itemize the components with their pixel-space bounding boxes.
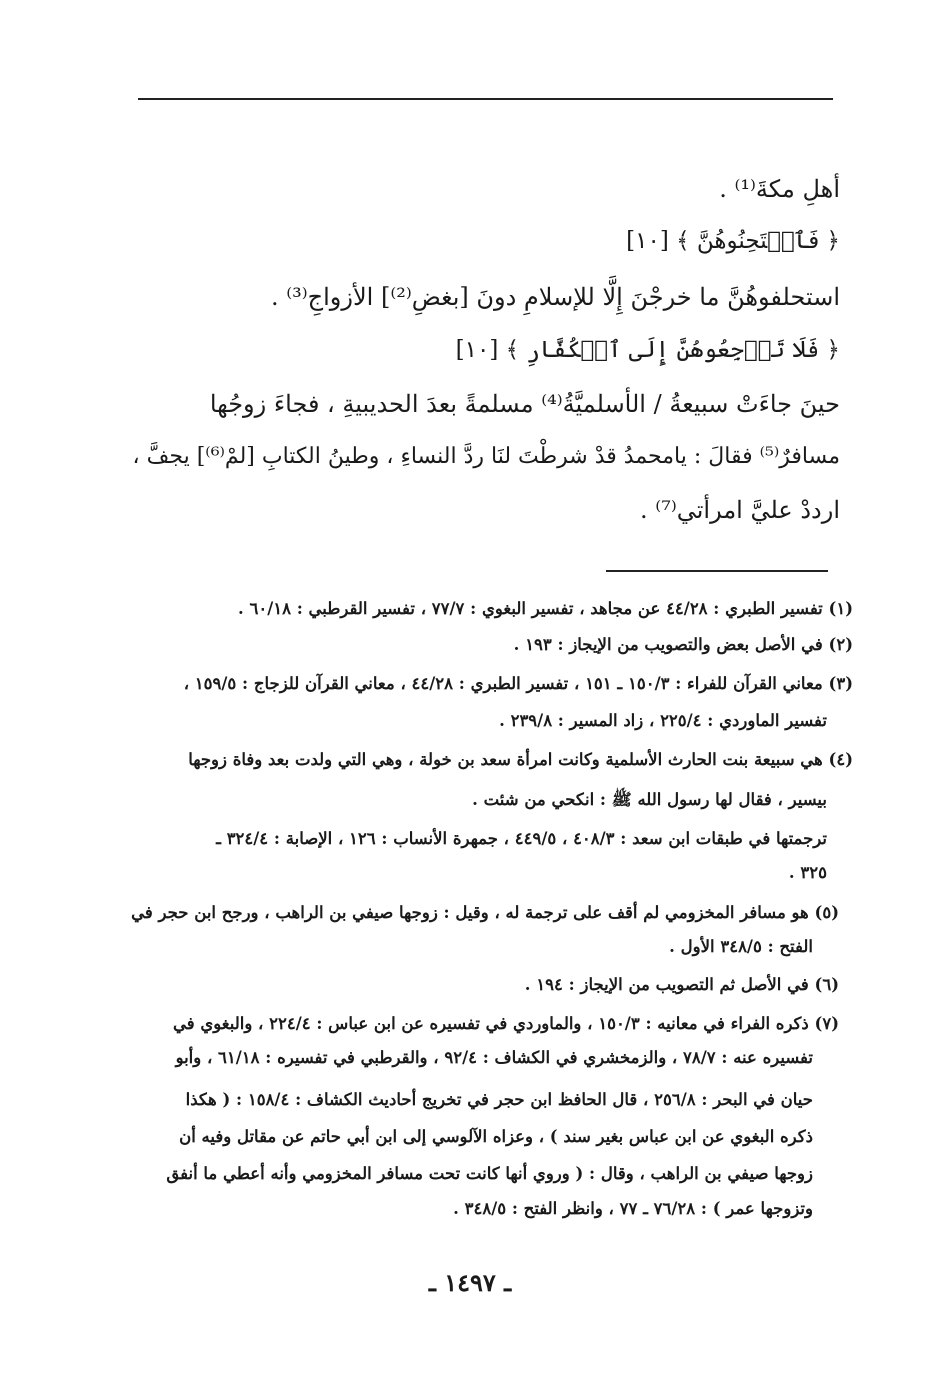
text-line: مسافرٌ⁽⁵⁾ فقالَ : يامحمدُ قدْ شرطْتَ لنَا ردَّ النساءِ ، وطينُ الكتابِ [لمْ⁽⁶⁾] يجفَّ ، [132,444,840,469]
footnote-continuation: بيسير ، فقال لها رسول الله ﷺ : انكحي من شئت . [472,790,827,809]
footnote: (١) تفسير الطبري : ٤٤/٢٨ عن مجاهد ، تفسير البغوي : ٧٧/٧ ، تفسير القرطبي : ٦٠/١٨ . [237,599,853,618]
footnote-separator [606,570,828,572]
footnote-continuation: ٣٢٥ . [788,863,827,882]
footnote-continuation: زوجها صيفي بن الراهب ، وقال : ( وروي أنها كانت تحت مسافر المخزومي وأنه أعطي ما أنفق [166,1164,813,1183]
quran-verse: ﴿ فَلَا تَرۡجِعُوهُنَّ إِلَى ٱلۡكُفَّارِ ﴾ [١٠] [455,337,840,363]
text-line: أهلِ مكةَ⁽¹⁾ . [719,175,840,203]
footnote-continuation: الفتح : ٣٤٨/٥ الأول . [669,937,813,956]
footnote-continuation: وتزوجها عمر ) : ٧٦/٢٨ ـ ٧٧ ، وانظر الفتح : ٣٤٨/٥ . [453,1199,813,1218]
footnote: (٤) هي سبيعة بنت الحارث الأسلمية وكانت امرأة سعد بن خولة ، وهي التي ولدت بعد وفاة زوجها [188,750,853,769]
footnote-continuation: تفسيره عنه : ٧٨/٧ ، والزمخشري في الكشاف : ٩٢/٤ ، والقرطبي في تفسيره : ٦١/١٨ ، وأبو [175,1048,813,1067]
footnote: (٣) معاني القرآن للفراء : ١٥٠/٣ ـ ١٥١ ، تفسير الطبري : ٤٤/٢٨ ، معاني القرآن للزجاج : ١٥٩/٥ ، [183,674,853,693]
footnote: (٥) هو مسافر المخزومي لم أقف على ترجمة له ، وقيل : زوجها صيفي بن الراهب ، ورجح ابن حجر في [131,903,839,922]
footnote: (٧) ذكره الفراء في معانيه : ١٥٠/٣ ، والماوردي في تفسيره عن ابن عباس : ٢٢٤/٤ ، والبغوي في [172,1014,839,1033]
footnote-continuation: ترجمتها في طبقات ابن سعد : ٤٠٨/٣ ، ٤٤٩/٥ ، جمهرة الأنساب : ١٢٦ ، الإصابة : ٣٢٤/٤ ـ [216,829,827,848]
page-number: ـ ١٤٩٧ ـ [428,1268,512,1297]
text-line: ارددْ عليَّ امرأتي⁽⁷⁾ . [640,496,840,524]
quran-verse: ﴿ فَٱمۡتَحِنُوهُنَّ ﴾ [١٠] [626,228,840,254]
footnote-continuation: ذكره البغوي عن ابن عباس بغير سند ) ، وعزاه الآلوسي إلى ابن أبي حاتم عن مقاتل وفيه أن [179,1127,813,1146]
text-line: استحلفوهُنَّ ما خرجْنَ إِلَّا للإسلامِ دونَ [بغضِ⁽²⁾] الأزواجِ⁽³⁾ . [270,283,840,311]
text-line: حينَ جاءَتْ سبيعةُ / الأسلميَّةُ⁽⁴⁾ مسلمةً بعدَ الحديبيةِ ، فجاءَ زوجُها [209,390,840,418]
footnote-continuation: حيان في البحر : ٢٥٦/٨ ، قال الحافظ ابن حجر في تخريج أحاديث الكشاف : ١٥٨/٤ : ( هكذا [185,1090,813,1109]
top-rule [138,98,833,100]
footnote: (٢) في الأصل بعض والتصويب من الإيجاز : ١٩٣ . [513,635,853,654]
footnote-continuation: تفسير الماوردي : ٢٢٥/٤ ، زاد المسير : ٢٣٩/٨ . [499,711,827,730]
footnote: (٦) في الأصل ثم التصويب من الإيجاز : ١٩٤ . [524,975,839,994]
